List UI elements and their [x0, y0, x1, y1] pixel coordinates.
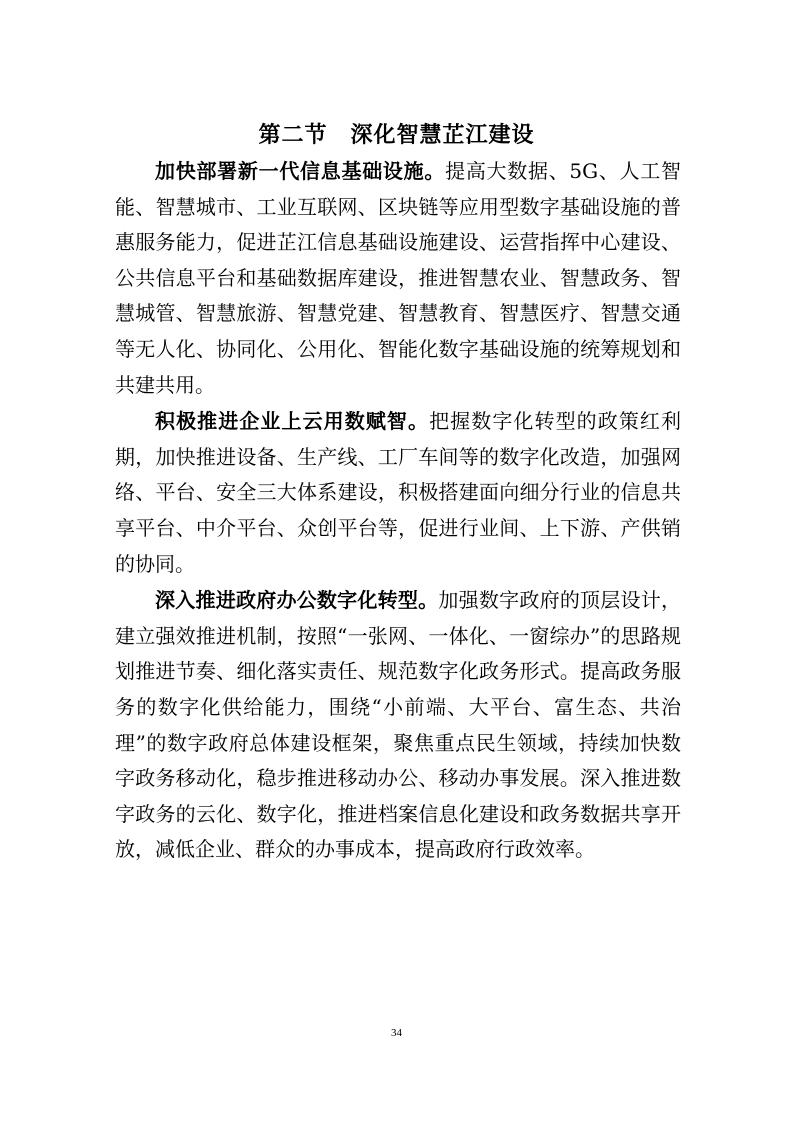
- page-number: 34: [391, 1027, 402, 1039]
- paragraph-lead: 加快部署新一代信息基础设施。: [155, 159, 446, 183]
- paragraph-text: 提高大数据、5G、人工智能、智慧城市、工业互联网、区块链等应用型数字基础设施的普惠服务能力，促进芷江信息基础设施建设、运营指挥中心建设、公共信息平台和基础数据库建设，推进智慧农业、智慧政务、智慧城管、智慧旅游、智慧党建、智慧教育、智慧医疗、智慧交通等无人化、协同化、公用化、智能化数字基础设施的统筹规划和共建共用。: [115, 159, 682, 397]
- paragraph-lead: 深入推进政府办公数字化转型。: [155, 588, 439, 613]
- paragraph-enterprise-cloud: [115, 404, 681, 582]
- section-title: 第二节 深化智慧芷江建设: [258, 122, 535, 148]
- document-body: [115, 154, 681, 868]
- paragraph-text: 加强数字政府的顶层设计，建立强效推进机制，按照“一张网、一体化、一窗综办”的思路规划推进节奏、细化落实责任、规范数字化政务形式。提高政务服务的数字化供给能力，围绕“小前端、大平台、富生态、共治理”的数字政府总体建设框架，聚焦重点民生领域，持续加快数字政务移动化，稳步推进移动办公、移动办事发展。深入推进数字政务的云化、数字化，推进档案信息化建设和政务数据共享开放，减低企业、群众的办事成本，提高政府行政效率。: [115, 588, 682, 862]
- paragraph-government-digital: [115, 583, 681, 868]
- paragraph-lead: 积极推进企业上云用数赋智。: [155, 409, 430, 434]
- paragraph-text: 把握数字化转型的政策红利期，加快推进设备、生产线、工厂车间等的数字化改造，加强网络、平台、安全三大体系建设，积极搭建面向细分行业的信息共享平台、中介平台、众创平台等，促进行业间、上下游、产供销的协同。: [115, 409, 682, 576]
- paragraph-infrastructure: [115, 154, 681, 403]
